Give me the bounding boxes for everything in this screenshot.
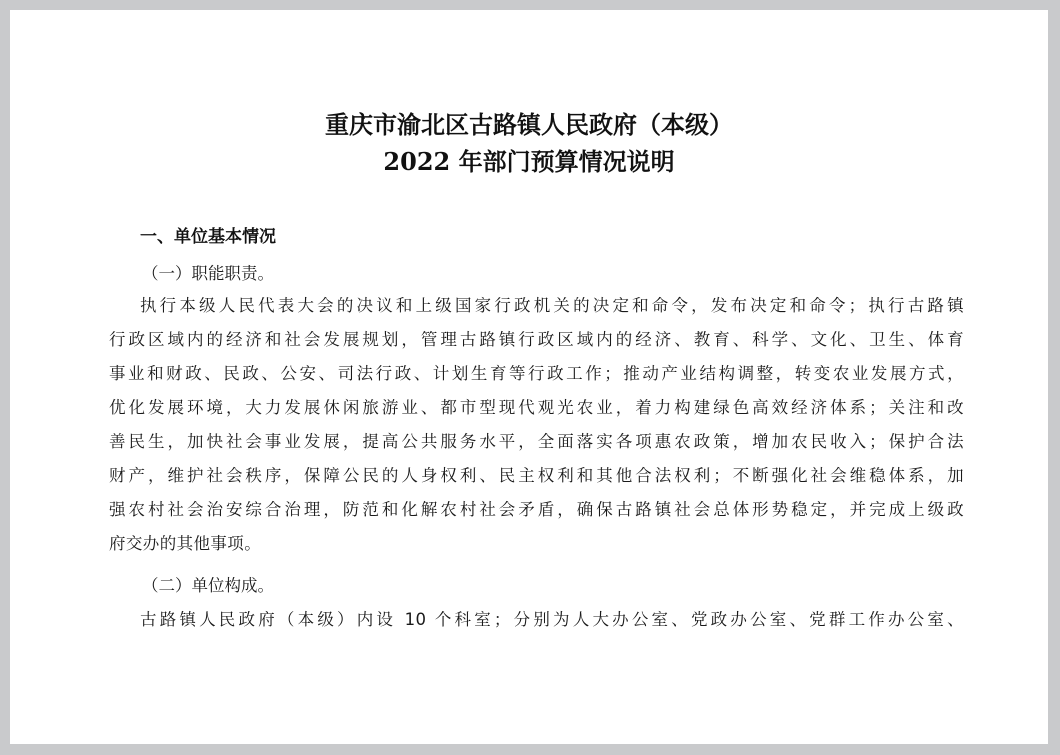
paragraph-line: 优化发展环境，大力发展休闲旅游业、都市型现代观光农业，着力构建绿色高效经济体系；关注和改	[109, 398, 964, 417]
document-title-line-1: 重庆市渝北区古路镇人民政府（本级）	[325, 110, 733, 139]
subsection-heading-composition: （二）单位构成。	[142, 576, 274, 595]
paragraph-line: 财产，维护社会秩序，保障公民的人身权利、民主权利和其他合法权利；不断强化社会维稳体系，加	[109, 466, 964, 485]
paragraph-line: 事业和财政、民政、公安、司法行政、计划生育等行政工作；推动产业结构调整，转变农业发展方式，	[109, 364, 964, 383]
document-title-line-2: 2022 年部门预算情况说明	[383, 147, 675, 176]
paragraph-line: 府交办的其他事项。	[109, 534, 262, 553]
subsection-heading-duties: （一）职能职责。	[142, 264, 274, 283]
paragraph-line: 强农村社会治安综合治理，防范和化解农村社会矛盾，确保古路镇社会总体形势稳定，并完成上级政	[109, 500, 964, 519]
paragraph-line: 行政区域内的经济和社会发展规划，管理古路镇行政区域内的经济、教育、科学、文化、卫生、体育	[109, 330, 964, 349]
paragraph-line: 善民生，加快社会事业发展，提高公共服务水平，全面落实各项惠农政策，增加农民收入；保护合法	[109, 432, 964, 451]
document-page	[10, 10, 1048, 744]
paragraph-line: 执行本级人民代表大会的决议和上级国家行政机关的决定和命令，发布决定和命令；执行古路镇	[140, 296, 964, 315]
paragraph-composition-line: 古路镇人民政府（本级）内设 10 个科室；分别为人大办公室、党政办公室、党群工作办公室、	[140, 610, 964, 629]
section-heading: 一、单位基本情况	[140, 227, 276, 247]
